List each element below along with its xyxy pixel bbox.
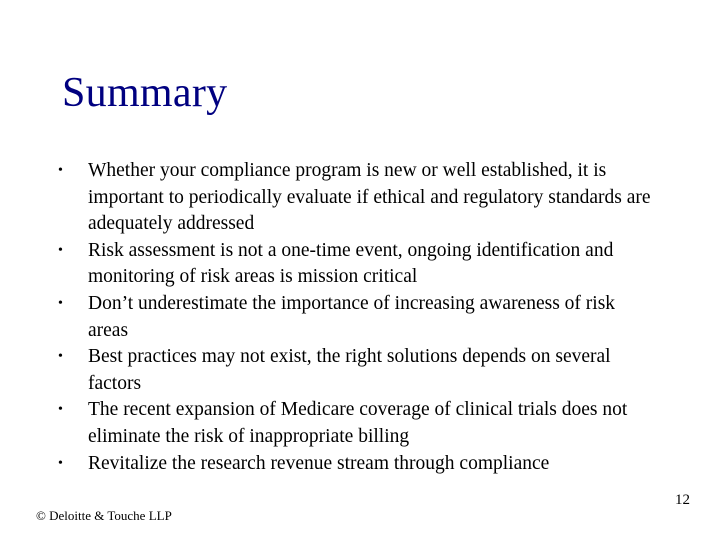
- bullet-item: [58, 238, 658, 291]
- bullet-item: [58, 397, 658, 450]
- bullet-list: [58, 158, 658, 477]
- bullet-icon: •: [58, 349, 63, 365]
- copyright-footer: © Deloitte & Touche LLP: [36, 508, 172, 523]
- bullet-item: [58, 158, 658, 238]
- bullet-text: Don’t underestimate the importance of increasing awareness of risk areas: [88, 292, 616, 341]
- bullet-item: [58, 344, 658, 397]
- page-number: 12: [675, 492, 690, 508]
- bullet-icon: •: [58, 242, 63, 258]
- bullet-item: [58, 291, 658, 344]
- bullet-icon: •: [58, 455, 63, 471]
- bullet-text: Revitalize the research revenue stream through compliance: [88, 452, 550, 474]
- bullet-icon: •: [58, 163, 63, 178]
- bullet-text: Risk assessment is not a one-time event, ongoing identification and monitoring of risk areas is mission critical: [88, 239, 614, 288]
- bullet-item: [58, 451, 658, 478]
- bullet-text: The recent expansion of Medicare coverage of clinical trials does not eliminate the risk of inappropriate billing: [88, 399, 628, 447]
- bullet-text: Best practices may not exist, the right solutions depends on several factors: [88, 346, 611, 394]
- slide-title: Summary: [62, 70, 228, 116]
- bullet-icon: •: [58, 402, 63, 418]
- bullet-icon: •: [58, 295, 63, 311]
- bullet-text: Whether your compliance program is new or well established, it is important to periodically evaluate if ethical and regulatory standards are adequately addressed: [88, 160, 651, 235]
